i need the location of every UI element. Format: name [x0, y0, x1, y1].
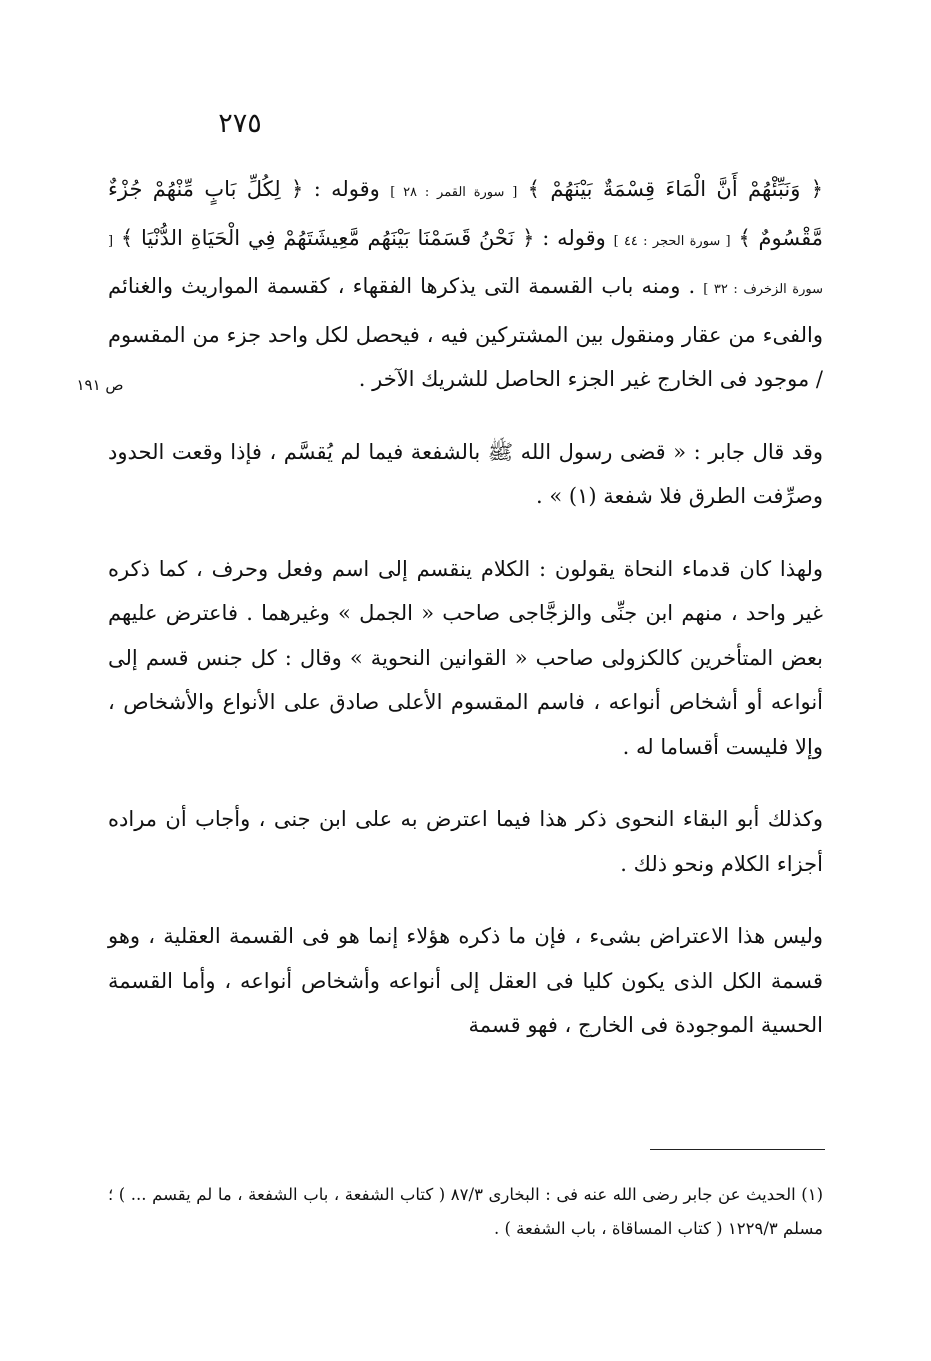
verse-text: ﴿ وَنَبِّئْهُمْ أَنَّ الْمَاءَ قِسْمَةٌ بَيْنَهُمْ ﴾: [517, 177, 824, 201]
paragraph-quran-verses: [108, 167, 823, 402]
paragraph-jabir-hadith: وقد قال جابر : « قضى رسول الله ﷺ بالشفعة فيما لم يُقسَّم ، فإذا وقعت الحدود وصرِّفت الطرق فلا شفعة (١) » .: [108, 439, 823, 508]
page-number: ٢٧٥: [218, 108, 262, 139]
footnote-1: (١) الحديث عن جابر رضى الله عنه فى : البخارى ٨٧/٣ ( كتاب الشفعة ، باب الشفعة ، ما لم يقسم ... ) ؛ مسلم ١٢٢٩/٣ ( كتاب المساقاة ، باب الشفعة ) .: [108, 1185, 824, 1238]
surah-reference: [ سورة الحجر : ٤٤ ]: [613, 233, 731, 249]
verse-text: وقوله : ﴿ لِكُلِّ بَابٍ مِّنْهُمْ جُزْءٌ مَّقْسُومٌ ﴾: [108, 177, 824, 250]
paragraph-abu-al-baqa: وكذلك أبو البقاء النحوى ذكر هذا فيما اعترض به على ابن جنى ، وأجاب أن مراده أجزاء الكلام ونحو ذلك .: [108, 807, 823, 876]
verse-text: وقوله : ﴿ نَحْنُ قَسَمْنَا بَيْنَهُم مَّعِيشَتَهُمْ فِي الْحَيَاةِ الدُّنْيَا ﴾: [113, 225, 614, 250]
footnotes: [108, 1178, 823, 1246]
main-text: [108, 167, 823, 1048]
paragraph-grammarians: ولهذا كان قدماء النحاة يقولون : الكلام ينقسم إلى اسم وفعل وحرف ، كما ذكره غير واحد ، منهم ابن جنِّى والزجَّاجى صاحب « الجمل » وغيرهما . فاعترض عليهم بعض المتأخرين كالكزولى صاحب « القوانين النحوية » وقال : كل جنس قسم إلى أنواعه أو أشخاص أنواعه ، فاسم المقسوم الأعلى صادق على الأنواع والأشخاص ، وإلا فليست أقساما له .: [108, 556, 823, 759]
paragraph-objection: وليس هذا الاعتراض بشىء ، فإن ما ذكره هؤلاء إنما هو فى القسمة العقلية ، وهو قسمة الكل الذى يكون كليا فى العقل إلى أنواعه وأشخاص أنواعه ، وأما القسمة الحسية الموجودة فى الخارج ، فهو قسمة: [108, 924, 823, 1037]
paragraph-continuation: . ومنه باب القسمة التى يذكرها الفقهاء ، كقسمة المواريث والغنائم والفىء من عقار ومنقول بين المشتركين فيه ، فيحصل لكل واحد جزء من المقسوم / موجود فى الخارج غير الجزء الحاصل للشريك الآخر .: [108, 274, 823, 391]
surah-reference: [ سورة القمر : ٢٨ ]: [390, 185, 518, 200]
margin-page-reference: ص ١٩١: [76, 376, 124, 394]
surah-reference: [ سورة الزخرف : ٣٢ ]: [108, 233, 824, 297]
footnote-divider: [650, 1149, 825, 1150]
